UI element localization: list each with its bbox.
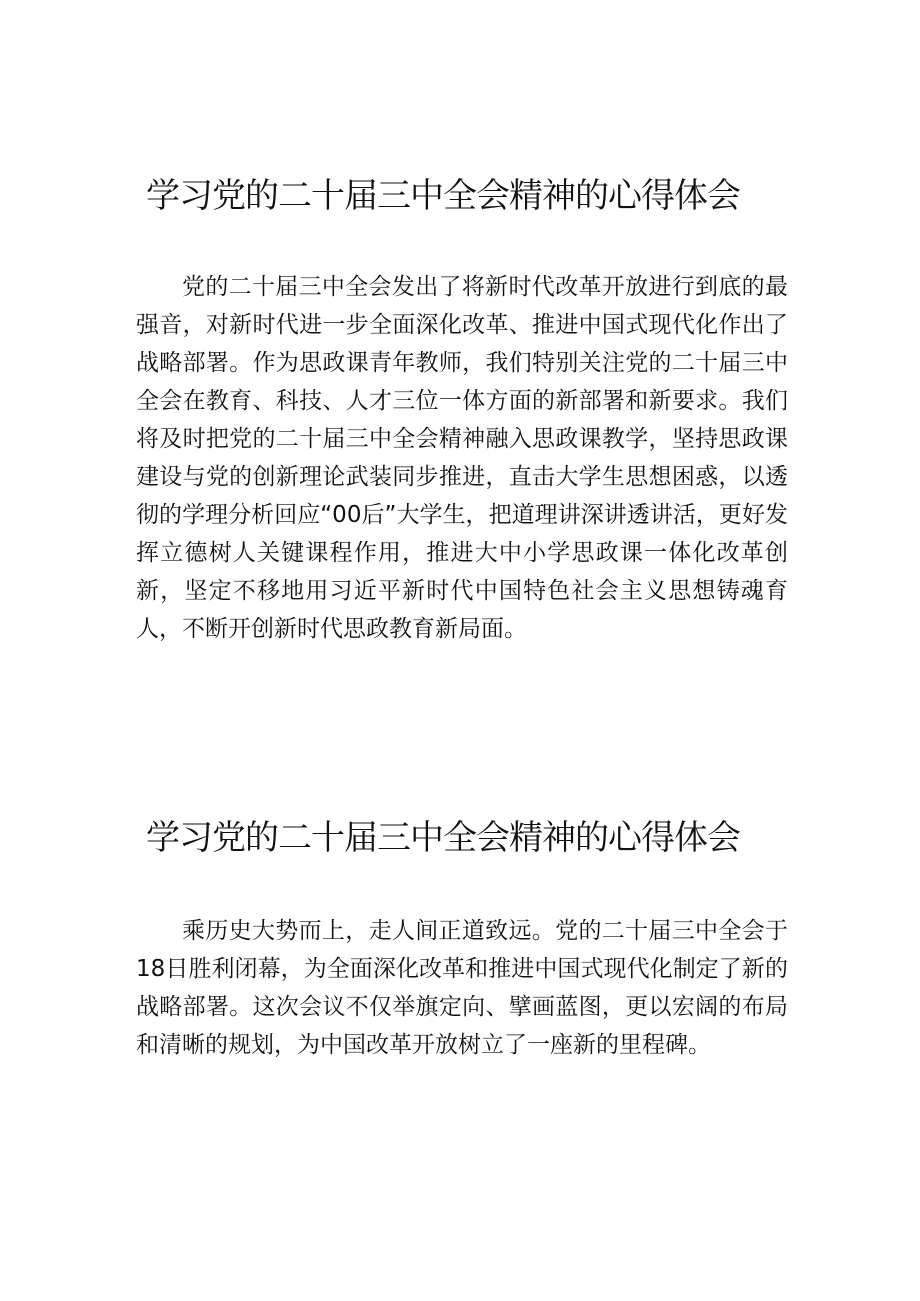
- section-title: 学习党的二十届三中全会精神的心得体会: [146, 818, 740, 858]
- article-section-2: [136, 814, 788, 1064]
- section-paragraph: 党的二十届三中全会发出了将新时代改革开放进行到底的最强音，对新时代进一步全面深化改革、推进中国式现代化作出了战略部署。作为思政课青年教师，我们特别关注党的二十届三中全会在教育、科技、人才三位一体方面的新部署和新要求。我们将及时把党的二十届三中全会精神融入思政课教学，坚持思政课建设与党的创新理论武装同步推进，直击大学生思想困惑，以透彻的学理分析回应“00后”大学生，把道理讲深讲透讲活，更好发挥立德树人关键课程作用，推进大中小学思政课一体化改革创新，坚定不移地用习近平新时代中国特色社会主义思想铸魂育人，不断开创新时代思政教育新局面。: [136, 274, 788, 642]
- section-title: 学习党的二十届三中全会精神的心得体会: [146, 176, 740, 216]
- section-paragraph: 乘历史大势而上，走人间正道致远。党的二十届三中全会于18日胜利闭幕，为全面深化改革和推进中国式现代化制定了新的战略部署。这次会议不仅举旗定向、擘画蓝图，更以宏阔的布局和清晰的规划，为中国改革开放树立了一座新的里程碑。: [136, 918, 788, 1058]
- article-section-1: [136, 172, 788, 648]
